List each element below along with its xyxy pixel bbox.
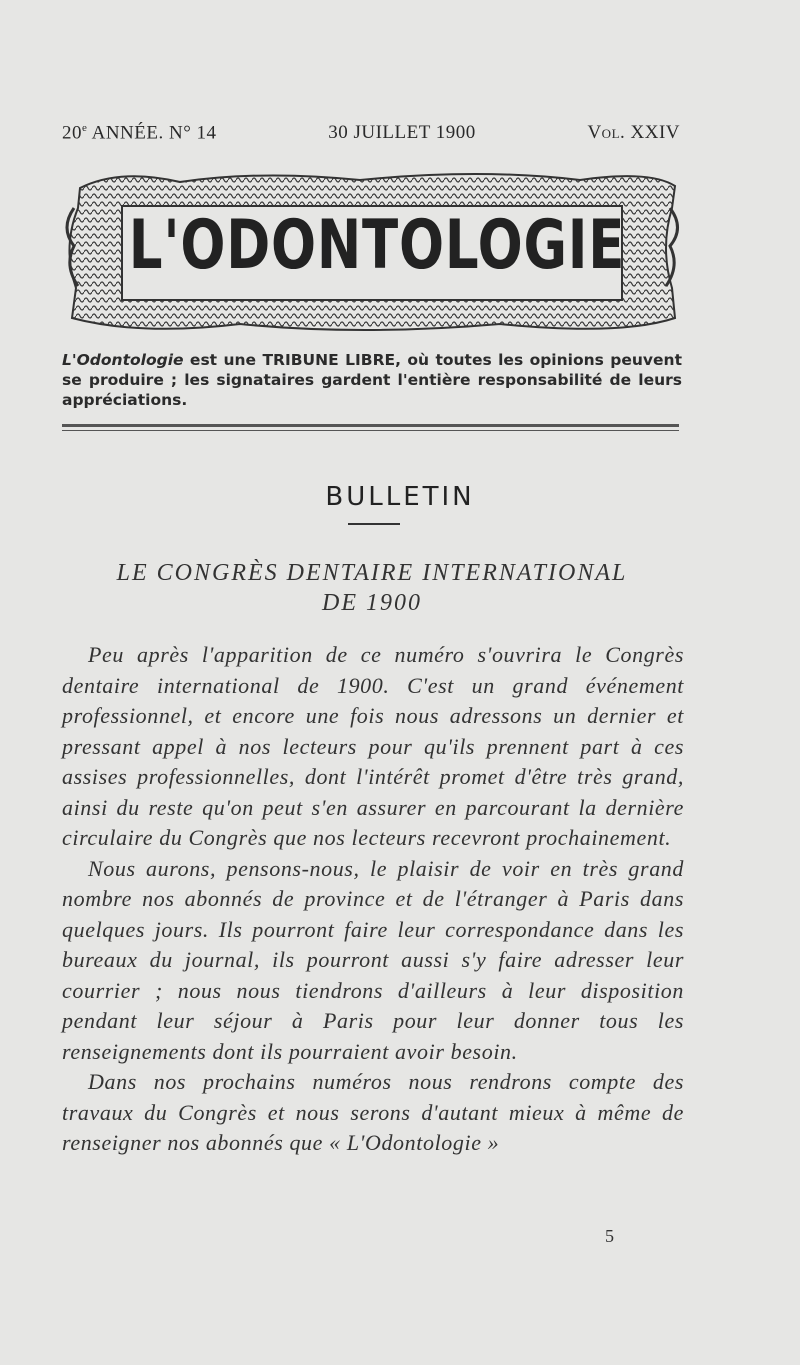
editorial-disclaimer [62,350,682,410]
paragraph: Peu après l'apparition de ce numéro s'ouvrira le Congrès dentaire international de 1900. C'est un grand événement professionnel, et encore une fois nous adressons un dernier et pressant appel à nos lecteurs pour qu'ils prennent part à ces assises professionnelles, dont l'intérêt promet d'être très grand, ainsi du reste qu'on peut s'en assurer en parcourant la dernière circulaire du Congrès que nos lecteurs recevront prochainement. [62,642,684,850]
journal-name-italic: L'Odontologie [62,351,184,369]
article-title [62,558,682,618]
article-title-line1: LE CONGRÈS DENTAIRE INTERNATIONAL [116,560,628,586]
section-heading: BULLETIN [325,482,475,512]
paragraph: Nous aurons, pensons-nous, le plaisir de voir en très grand nombre nos abonnés de province et de l'étranger à Paris dans quelques jours. Ils pourront faire leur correspondance dans les bureaux du journal, ils pourront aussi s'y faire adresser leur courrier ; nous nous tiendrons d'ailleurs à leur disposition pendant leur séjour à Paris pour leur donner tous les renseignements dont ils pourraient avoir besoin. [62,855,684,1064]
volume-number: Vol. XXIV [587,122,680,144]
journal-title: L'ODONTOLOGIE [128,206,626,285]
disclaimer-text: est une TRIBUNE LIBRE, où toutes les opinions peuvent se produire ; les signataires gardent l'entière responsabilité de leurs appréciations. [62,351,682,409]
article-body [62,640,684,1159]
issue-date: 30 JUILLET 1900 [328,122,476,144]
divider-thin [62,430,679,431]
divider-thick [62,424,679,427]
masthead [60,168,685,336]
issue-header [62,122,680,144]
article-title-line2: DE 1900 [322,590,422,616]
page-number: 5 [605,1226,614,1246]
heading-underline [348,523,400,525]
paragraph: Dans nos prochains numéros nous rendrons compte des travaux du Congrès et nous serons d'autant mieux à même de renseigner nos abonnés que « L'Odontologie » [62,1069,684,1155]
issue-number: 20e ANNÉE. N° 14 [62,122,217,144]
